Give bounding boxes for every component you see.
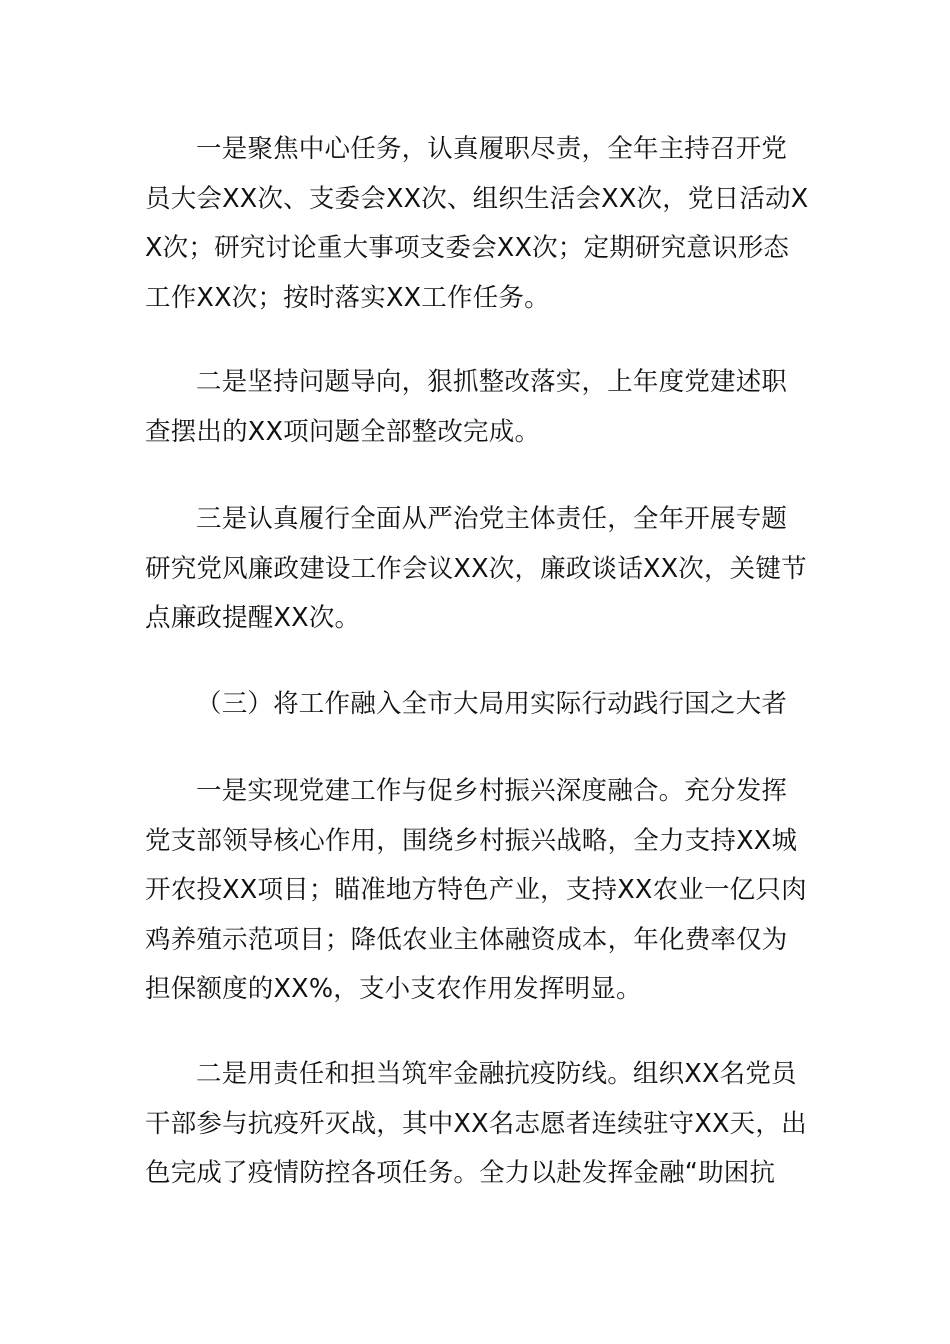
- paragraph-1: 一是聚焦中心任务，认真履职尽责，全年主持召开党员大会XX次、支委会XX次、组织生活会XX次，党日活动XX次；研究讨论重大事项支委会XX次；定期研究意识形态工作XX次；按时落实XX工作任务。: [145, 134, 809, 313]
- paragraph-3: 三是认真履行全面从严治党主体责任，全年开展专题研究党风廉政建设工作会议XX次，廉政谈话XX次，关键节点廉政提醒XX次。: [145, 504, 807, 633]
- paragraph-2: 二是坚持问题导向，狠抓整改落实，上年度党建述职查摆出的XX项问题全部整改完成。: [145, 367, 788, 447]
- paragraph-4: 一是实现党建工作与促乡村振兴深度融合。充分发挥党支部领导核心作用，围绕乡村振兴战略，全力支持XX城开农投XX项目；瞄准地方特色产业，支持XX农业一亿只肉鸡养殖示范项目；降低农业主体融资成本，年化费率仅为担保额度的XX%，支小支农作用发挥明显。: [145, 776, 807, 1004]
- paragraph-5: 二是用责任和担当筑牢金融抗疫防线。组织XX名党员干部参与抗疫歼灭战，其中XX名志愿者连续驻守XX天，出色完成了疫情防控各项任务。全力以赴发挥金融“助困抗: [145, 1059, 807, 1188]
- section-heading: （三）将工作融入全市大局用实际行动践行国之大者: [196, 689, 788, 719]
